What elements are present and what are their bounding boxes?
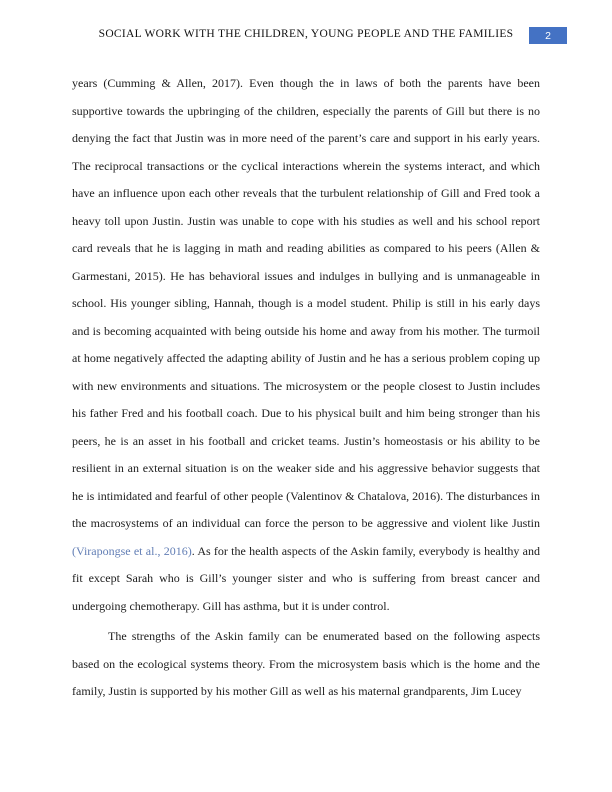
citation-link[interactable]: (Virapongse et al., 2016) <box>72 543 192 558</box>
paragraph-1-text-before-citation: years (Cumming & Allen, 2017). Even though the in laws of both the parents have been supportive towards the upbringing of the children, especially the parents of Gill but there is no denying the fact that Justin was in more need of the parent’s care and support in his early years. The reciprocal transactions or the cyclical interactions wherein the systems interact, and which have an influence upon each other reveals that the turbulent relationship of Gill and Fred took a heavy toll upon Justin. Justin was unable to cope with his studies as well and his school report card reveals that he is lagging in math and reading abilities as compared to his peers (Allen & Garmestani, 2015). He has behavioral issues and indulges in bullying and is unmanageable in school. His younger sibling, Hannah, though is a model student. Philip is still in his early days and is becoming acquainted with being outside his home and away from his mother. The turmoil at home negatively affected the adapting ability of Justin and he has a serious problem coping up with new environments and situations. The microsystem or the people closest to Justin includes his father Fred and his football coach. Due to his physical built and him being stronger than his peers, he is an asset in his football and cricket teams. Justin’s homeostasis or his ability to be resilient in an external situation is on the weaker side and his aggressive behavior suggests that he is intimidated and fearful of other people (Valentinov & Chatalova, 2016). The disturbances in the macrosystems of an individual can force the person to be aggressive and violent like Justin <box>72 76 540 530</box>
page-number: 2 <box>545 29 551 42</box>
page-number-badge <box>529 27 567 44</box>
page-header <box>72 28 540 46</box>
document-body <box>72 70 540 706</box>
paragraph-1-text-after-citation: . As for the health aspects of the Askin family, everybody is healthy and fit except Sarah who is Gill’s younger sister and who is suffering from breast cancer and undergoing chemotherapy. Gill has asthma, but it is under control. <box>72 543 540 613</box>
running-head-title: SOCIAL WORK WITH THE CHILDREN, YOUNG PEOPLE AND THE FAMILIES <box>98 28 514 40</box>
body-paragraph-2: The strengths of the Askin family can be enumerated based on the following aspects based on the ecological systems theory. From the microsystem basis which is the home and the family, Justin is supported by his mother Gill as well as his maternal grandparents, Jim Lucey <box>72 629 540 698</box>
body-paragraph-1 <box>72 70 540 620</box>
